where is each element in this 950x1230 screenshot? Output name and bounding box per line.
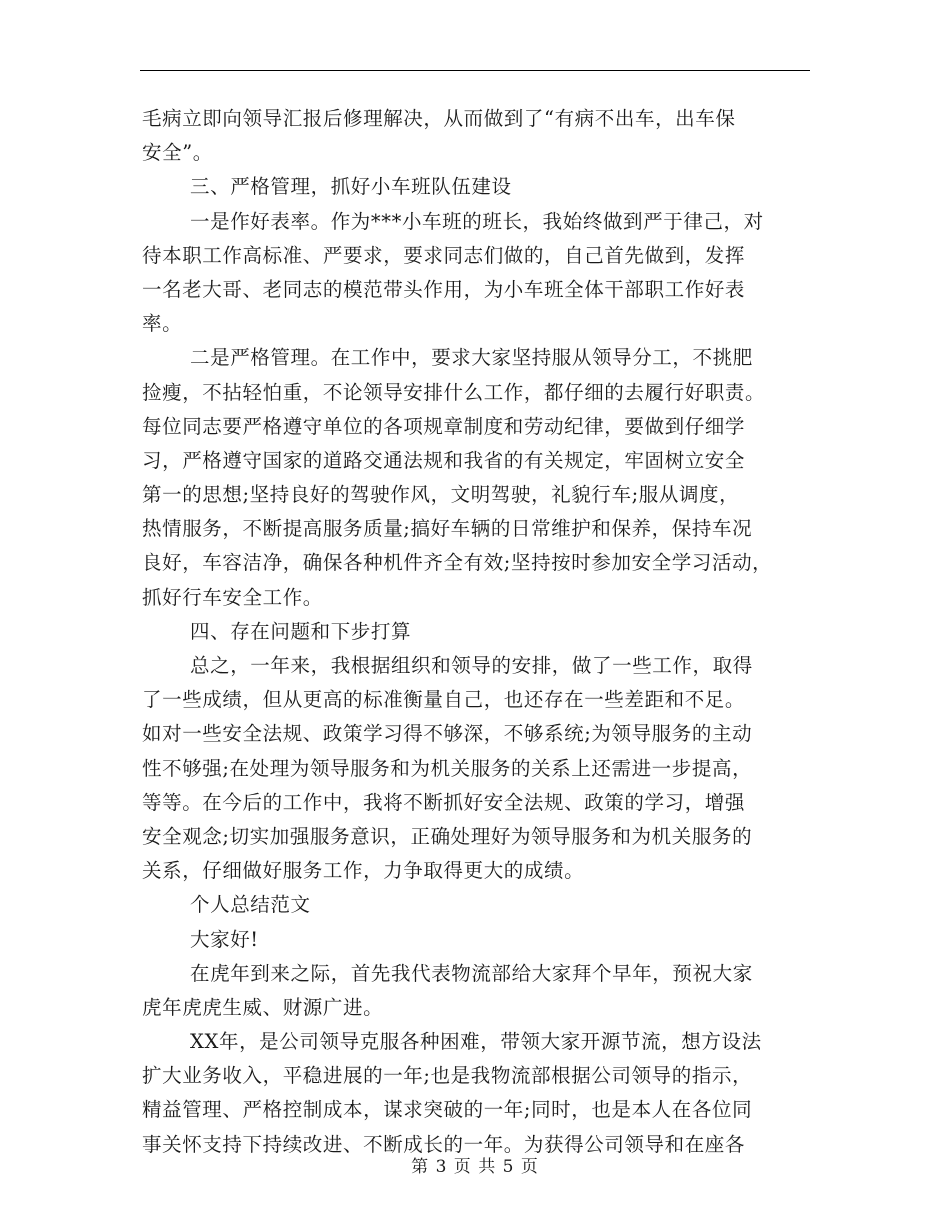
section-heading: 个人总结范文 <box>190 893 311 917</box>
text-line: 每位同志要严格遵守单位的各项规章制度和劳动纪律，要做到仔细学 <box>142 414 746 438</box>
text-line: 性不够强;在处理为领导服务和为机关服务的关系上还需进一步提高， <box>142 756 753 780</box>
page-number-footer: 第 3 页 共 5 页 <box>411 1157 539 1177</box>
document-body <box>142 102 822 1162</box>
text-line: 事关怀支持下持续改进、不断成长的一年。为获得公司领导和在座各 <box>142 1132 746 1156</box>
text-line: 关系，仔细做好服务工作，力争取得更大的成绩。 <box>142 859 585 883</box>
text-line: 安全”。 <box>142 141 213 165</box>
text-line: 捡瘦，不拈轻怕重，不论领导安排什么工作，都仔细的去履行好职责。 <box>142 380 766 404</box>
text-line: 一名老大哥、老同志的模范带头作用，为小车班全体干部职工作好表 <box>142 277 746 301</box>
text-line: 安全观念;切实加强服务意识，正确处理好为领导服务和为机关服务的 <box>142 824 753 848</box>
text-line: 率。 <box>142 312 183 336</box>
text-line: 毛病立即向领导汇报后修理解决，从而做到了“有病不出车，出车保 <box>142 107 736 130</box>
text-line: 如对一些安全法规、政策学习得不够深，不够系统;为领导服务的主动 <box>142 722 753 746</box>
section-heading: 三、严格管理，抓好小车班队伍建设 <box>190 175 512 199</box>
text-line: 总之，一年来，我根据组织和领导的安排，做了一些工作，取得 <box>190 654 753 677</box>
text-line: 热情服务，不断提高服务质量;搞好车辆的日常维护和保养，保持车况 <box>142 517 753 541</box>
text-line: XX年，是公司领导克服各种困难，带领大家开源节流，想方设法 <box>190 1030 762 1054</box>
text-line: 虎年虎虎生威、财源广进。 <box>142 995 384 1019</box>
text-line: 精益管理、严格控制成本，谋求突破的一年;同时，也是本人在各位同 <box>142 1098 753 1122</box>
text-line: 待本职工作高标准、严要求，要求同志们做的，自己首先做到，发挥 <box>142 243 746 267</box>
greeting-line: 大家好! <box>190 927 259 951</box>
header-rule <box>140 70 810 71</box>
section-heading: 四、存在问题和下步打算 <box>190 619 412 643</box>
text-line: 二是严格管理。在工作中，要求大家坚持服从领导分工，不挑肥 <box>190 346 753 370</box>
text-line: 抓好行车安全工作。 <box>142 585 323 609</box>
text-line: 良好，车容洁净，确保各种机件齐全有效;坚持按时参加安全学习活动， <box>142 551 773 575</box>
text-line: 在虎年到来之际，首先我代表物流部给大家拜个早年，预祝大家 <box>190 961 753 985</box>
text-line: 等等。在今后的工作中，我将不断抓好安全法规、政策的学习，增强 <box>142 790 746 814</box>
text-line: 习，严格遵守国家的道路交通法规和我省的有关规定，牢固树立安全 <box>142 448 746 472</box>
text-line: 第一的思想;坚持良好的驾驶作风，文明驾驶，礼貌行车;服从调度， <box>142 483 740 507</box>
text-line: 了一些成绩，但从更高的标准衡量自己，也还存在一些差距和不足。 <box>142 688 746 712</box>
text-line: 一是作好表率。作为***小车班的班长，我始终做到严于律己，对 <box>190 209 764 233</box>
text-line: 扩大业务收入，平稳进展的一年;也是我物流部根据公司领导的指示， <box>142 1064 753 1088</box>
